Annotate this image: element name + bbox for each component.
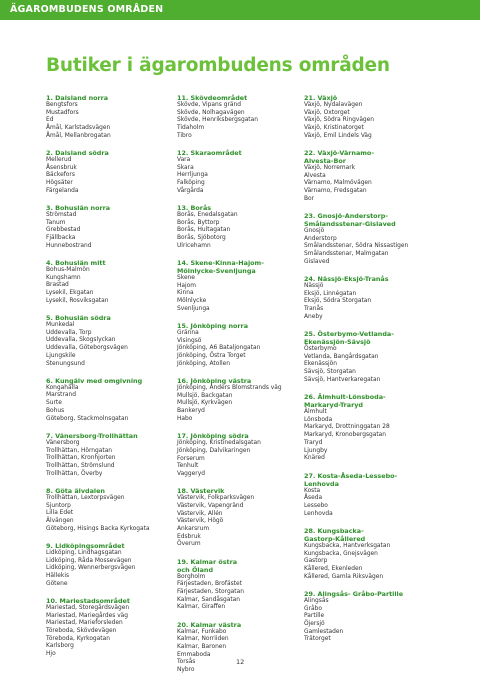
store-name: Växjö, Nydalavägen	[304, 102, 363, 108]
region-block	[46, 94, 186, 141]
store-name: Marstrand	[46, 392, 76, 399]
store-name: Ekenässjön	[304, 361, 338, 368]
store-name: Vetlanda, Bangårdsgatan	[304, 353, 379, 360]
region-title: Lenhovda	[304, 479, 339, 488]
store-name: Strömstad	[46, 212, 77, 219]
store-name: Kungsbacka, Hantverksgatan	[304, 542, 391, 549]
region-block	[177, 149, 317, 196]
store-name: Gnosjö	[304, 228, 325, 235]
store-name: Tranås	[304, 306, 324, 313]
store-name: Trollhättan, Hörngatan	[46, 447, 113, 454]
store-name: Bankeryd	[177, 408, 205, 415]
store-name: Västervik, Folkparksvägen	[177, 495, 255, 502]
region-title: 2. Dalsland södra	[46, 149, 109, 158]
region-title: Gastorp-Kållered	[304, 534, 366, 543]
region-block	[177, 259, 317, 314]
region-block	[46, 204, 186, 251]
store-name: Lidköping, Lindhagsgatan	[46, 549, 122, 556]
store-name: Kosta	[304, 487, 321, 494]
store-name: Färjestaden, Storgatan	[177, 588, 244, 595]
store-name: Bohus-Malmön	[46, 267, 90, 274]
region-title: Mölnlycke-Svenljunga	[177, 267, 256, 276]
region-block	[304, 393, 444, 463]
store-name: Göteborg, Stackmolnsgatan	[46, 415, 129, 422]
region-block	[304, 212, 444, 267]
store-name: Kalmar, Funkabo	[177, 628, 227, 635]
region-block	[177, 322, 317, 369]
store-name: Mustadfors	[46, 109, 79, 116]
region-title: 24. Nässjö-Eksjö-Tranås	[304, 275, 389, 284]
region-block	[304, 149, 444, 204]
store-name: Göteborg, Hisings Backa Kyrkogata	[46, 525, 150, 532]
store-name: Vänersborg	[46, 439, 80, 446]
store-name: Jönköping, Östra Torget	[177, 353, 246, 360]
store-name: Surte	[46, 400, 62, 407]
store-name: Åsensbruk	[46, 164, 77, 171]
store-name: Jönköping, Kristinedalsgatan	[177, 440, 261, 447]
region-title: 20. Kalmar västra	[177, 620, 242, 629]
store-name: Lönsboda	[304, 416, 333, 423]
store-name: Ljungskile	[46, 352, 76, 359]
store-name: Växjö, Norremark	[304, 165, 356, 172]
store-name: Gislaved	[304, 258, 330, 265]
store-column-1	[46, 94, 186, 667]
store-name: Bor	[304, 195, 315, 202]
store-name: Grebbestad	[46, 227, 81, 234]
store-name: Mellerud	[46, 157, 72, 164]
store-name: Lidköping, Råda Mossevägen	[46, 557, 132, 564]
region-block	[304, 472, 444, 519]
store-name: Partille	[304, 613, 325, 620]
region-title: 7. Vänersborg-Trollhättan	[46, 431, 138, 440]
store-name: Knäred	[304, 455, 325, 462]
store-name: Växjö, Kristinatorget	[304, 125, 364, 132]
region-block	[304, 94, 444, 141]
region-block	[304, 527, 444, 582]
region-block	[46, 597, 186, 659]
store-name: Jönköping, A6 Bataljongatan	[177, 345, 261, 352]
store-name: Gränna	[177, 330, 199, 337]
region-title: 29. Alingsås- Gråbo-Partille	[304, 589, 404, 598]
store-name: Borgholm	[177, 573, 206, 580]
page-headline: Butiker i ägarombudens områden	[46, 55, 390, 76]
region-title: och Öland	[177, 565, 214, 574]
store-name: Herrljunga	[177, 172, 208, 179]
store-name: Borås, Hultagatan	[177, 227, 231, 234]
store-name: Nässjö	[304, 283, 324, 290]
store-name: Kållered, Gamla Riksvägen	[304, 573, 384, 580]
store-name: Borås, Byttorp	[177, 219, 220, 226]
store-name: Mariestad, Marieforsleden	[46, 620, 123, 627]
region-title: 10. Mariestadsområdet	[46, 596, 130, 605]
store-name: Västervik, Allén	[177, 510, 223, 517]
store-name: Brastad	[46, 282, 69, 289]
store-name: Falköping	[177, 180, 205, 187]
store-name: Värnamo, Fredsgatan	[304, 188, 367, 195]
store-name: Visingsö	[177, 337, 202, 344]
region-title: Alvesta-Bor	[304, 157, 346, 166]
region-title: Markaryd-Traryd	[304, 401, 364, 410]
region-block	[46, 314, 186, 368]
region-block	[304, 275, 444, 322]
store-name: Vårgårda	[177, 187, 204, 194]
store-name: Mölnlycke	[177, 298, 207, 305]
region-title: 28. Kungsbacka-	[304, 526, 364, 535]
store-name: Kungshamn	[46, 274, 81, 281]
store-name: Högsäter	[46, 180, 73, 187]
store-name: Uddevalla, Göteborgsvägen	[46, 345, 128, 352]
store-name: Vaggeryd	[177, 470, 205, 477]
region-title: 1. Dalsland norra	[46, 94, 109, 102]
region-block	[177, 94, 317, 141]
store-name: Hällekis	[46, 572, 70, 579]
store-name: Uddevalla, Torp	[46, 329, 92, 336]
store-name: Växjö, Södra Ringvägen	[304, 117, 375, 124]
store-name: Hunnebostrand	[46, 242, 92, 249]
store-name: Åmål, Mellanbrogatan	[46, 132, 111, 139]
region-title: 3. Bohuslän norra	[46, 204, 111, 213]
store-name: Skövde, Nolhagavägen	[177, 109, 245, 116]
store-name: Lessebo	[304, 502, 328, 509]
store-name: Kalmar, Giraffen	[177, 604, 226, 611]
region-title: Smålandsstenar-Gislaved	[304, 220, 396, 229]
store-name: Alvesta	[304, 172, 326, 179]
store-name: Borås, Enedalsgatan	[177, 212, 238, 219]
store-name: Trollhättan, Strömslund	[46, 462, 115, 469]
region-title: 27. Kosta-Åseda-Lessebo-	[304, 471, 398, 480]
store-name: Lenhovda	[304, 510, 333, 517]
region-block	[177, 204, 317, 251]
store-name: Jönköping, Dalvikaringen	[177, 447, 251, 454]
store-name: Aneby	[304, 313, 323, 320]
store-column-2	[177, 94, 317, 679]
store-name: Sjuntorp	[46, 502, 71, 509]
store-name: Bohus	[46, 407, 65, 414]
region-block	[46, 377, 186, 424]
store-name: Tanum	[46, 219, 66, 226]
region-block	[177, 558, 317, 613]
region-title: 18. Västervik	[177, 487, 225, 496]
store-name: Alingsås	[304, 597, 329, 604]
store-name: Skövde, Henriksbergsgatan	[177, 117, 258, 124]
store-name: Trollhättan, Lextorpsvägen	[46, 494, 125, 501]
store-name: Värnamo, Malmövägen	[304, 180, 372, 187]
region-title: 14. Skene-Kinna-Hajom-	[177, 259, 264, 268]
store-name: Forserum	[177, 455, 205, 462]
region-block	[177, 377, 317, 424]
region-title: 25. Österbymo-Vetlanda-	[304, 330, 394, 339]
store-name: Kalmar, Baronen	[177, 643, 227, 650]
store-name: Jönköping, Atollen	[177, 360, 230, 367]
region-title: 22. Växjö-Värnamo-	[304, 149, 374, 158]
region-block	[177, 432, 317, 479]
region-title: 11. Skövdeområdet	[177, 94, 248, 102]
store-name: Markaryd, Drottninggatan 28	[304, 424, 390, 431]
region-block	[46, 542, 186, 589]
store-name: Mariestad, Mariegårdes väg	[46, 612, 129, 619]
store-name: Vara	[177, 157, 191, 164]
region-title: 12. Skaraområdet	[177, 149, 242, 158]
store-name: Åmål, Karlstadsvägen	[46, 125, 111, 132]
store-name: Färjestaden, Brofästet	[177, 581, 242, 588]
store-name: Eksjö, Södra Storgatan	[304, 298, 372, 305]
store-name: Stenungsund	[46, 360, 85, 367]
store-name: Edsbruk	[177, 533, 201, 540]
region-title: 6. Kungälv med omgivning	[46, 376, 143, 385]
store-name: Gastorp	[304, 558, 328, 565]
region-title: 4. Bohuslän mitt	[46, 259, 106, 268]
store-name: Mariestad, Storegårdsvägen	[46, 604, 130, 611]
store-name: Lidköping, Wennerbergsvägen	[46, 565, 136, 572]
store-name: Växjö, Emil Lindels Väg	[304, 132, 372, 139]
store-name: Nybro	[177, 667, 195, 674]
region-block	[46, 432, 186, 479]
region-title: 16. Jönköping västra	[177, 377, 252, 386]
store-name: Töreboda, Kyrkogatan	[46, 635, 110, 642]
store-name: Kongahälla	[46, 384, 79, 391]
region-title: Ekenässjön-Sävsjö	[304, 338, 371, 347]
store-name: Sävsjö, Hantverkaregatan	[304, 376, 381, 383]
store-name: Emmaboda	[177, 651, 211, 658]
region-title: 23. Gnosjö-Anderstorp-	[304, 212, 388, 221]
top-banner	[0, 0, 480, 20]
store-name: Jönköping, Anders Blomstrands väg	[177, 385, 282, 392]
store-name: Västervik, Vapengränd	[177, 502, 244, 509]
region-title: 15. Jönköping norra	[177, 322, 249, 331]
store-column-3	[304, 94, 444, 653]
store-name: Traryd	[304, 439, 323, 446]
store-name: Färgelanda	[46, 187, 79, 194]
store-name: Lysekil, Ekgatan	[46, 290, 94, 297]
store-name: Skara	[177, 164, 194, 171]
region-title: 5. Bohuslän södra	[46, 314, 111, 323]
store-name: Västervik, Högö	[177, 518, 224, 525]
store-name: Trollhättan, Överby	[46, 470, 103, 477]
store-name: Skövde, Vipans gränd	[177, 102, 241, 108]
region-block	[46, 259, 186, 306]
store-name: Öjersjö	[304, 620, 325, 627]
store-name: Trollhättan, Kronhjorten	[46, 455, 116, 462]
store-name: Älvängen	[46, 517, 74, 524]
store-name: Kungsbacka, Gnejsvägen	[304, 550, 378, 557]
store-name: Svenljunga	[177, 305, 210, 312]
store-name: Lysekil, Rosviksgatan	[46, 297, 109, 304]
store-name: Bäckefors	[46, 172, 75, 179]
region-block	[304, 590, 444, 644]
store-name: Götene	[46, 580, 68, 587]
store-name: Munkedal	[46, 322, 75, 329]
store-name: Tibro	[177, 132, 192, 139]
store-name: Sävsjö, Storgatan	[304, 369, 356, 376]
store-name: Kållered, Ekenleden	[304, 565, 363, 572]
section-title: ÄGAROMBUDENS OMRÅDEN	[10, 4, 164, 15]
region-title: 21. Växjö	[304, 94, 338, 102]
region-block	[46, 487, 186, 534]
store-name: Borås, Sjöbotorg	[177, 235, 226, 242]
store-name: Växjö, Oxtorget	[304, 109, 350, 116]
store-name: Mullsjö, Backgatan	[177, 392, 233, 399]
store-name: Överum	[177, 541, 201, 548]
store-name: Lilla Edet	[46, 510, 74, 517]
store-name: Bengtsfors	[46, 102, 78, 108]
store-name: Gråbo	[304, 605, 322, 612]
region-block	[177, 621, 317, 675]
store-name: Fjällbacka	[46, 235, 76, 242]
page-number: 12	[236, 658, 245, 666]
store-name: Uddevalla, Skogslyckan	[46, 337, 116, 344]
region-block	[46, 149, 186, 196]
store-name: Ankarsrum	[177, 525, 210, 532]
store-name: Anderstorp	[304, 235, 337, 242]
store-name: Skene	[177, 275, 195, 282]
store-name: Trätorget	[304, 636, 331, 643]
store-name: Eksjö, Linnégatan	[304, 290, 357, 297]
region-title: 26. Älmhult-Lönsboda-	[304, 393, 386, 402]
store-name: Ulricehamn	[177, 242, 211, 249]
store-name: Habo	[177, 415, 193, 422]
store-name: Töreboda, Skövdevägen	[46, 627, 117, 634]
store-name: Markaryd, Kronobergsgatan	[304, 432, 387, 439]
region-title: 17. Jönköping södra	[177, 432, 249, 441]
store-name: Ljungby	[304, 447, 328, 454]
region-block	[177, 487, 317, 549]
store-name: Åseda	[304, 495, 323, 502]
store-name: Smålandsstenar, Södra Nissastigen	[304, 243, 409, 250]
store-name: Älmhult	[304, 409, 327, 416]
store-name: Ed	[46, 117, 54, 124]
store-name: Kinna	[177, 290, 194, 297]
store-name: Karlsborg	[46, 643, 74, 650]
region-title: 9. Lidköpingsområdet	[46, 541, 125, 550]
store-name: Tidaholm	[177, 125, 205, 132]
store-name: Hjo	[46, 651, 56, 658]
store-name: Smålandsstenar, Malmgatan	[304, 251, 389, 258]
store-name: Kalmar, Sandåsgatan	[177, 596, 241, 603]
store-name: Österbymo	[304, 346, 337, 353]
region-block	[304, 330, 444, 385]
region-title: 19. Kalmar östra	[177, 557, 238, 566]
region-title: 13. Borås	[177, 204, 212, 213]
region-title: 8. Göta älvdalen	[46, 486, 105, 495]
store-name: Gamlestaden	[304, 628, 344, 635]
store-name: Tenhult	[177, 463, 199, 470]
store-name: Mullsjö, Kyrkvägen	[177, 400, 233, 407]
store-name: Kalmar, Norriiden	[177, 636, 229, 643]
store-name: Torsås	[177, 659, 196, 666]
store-name: Hajom	[177, 282, 197, 289]
